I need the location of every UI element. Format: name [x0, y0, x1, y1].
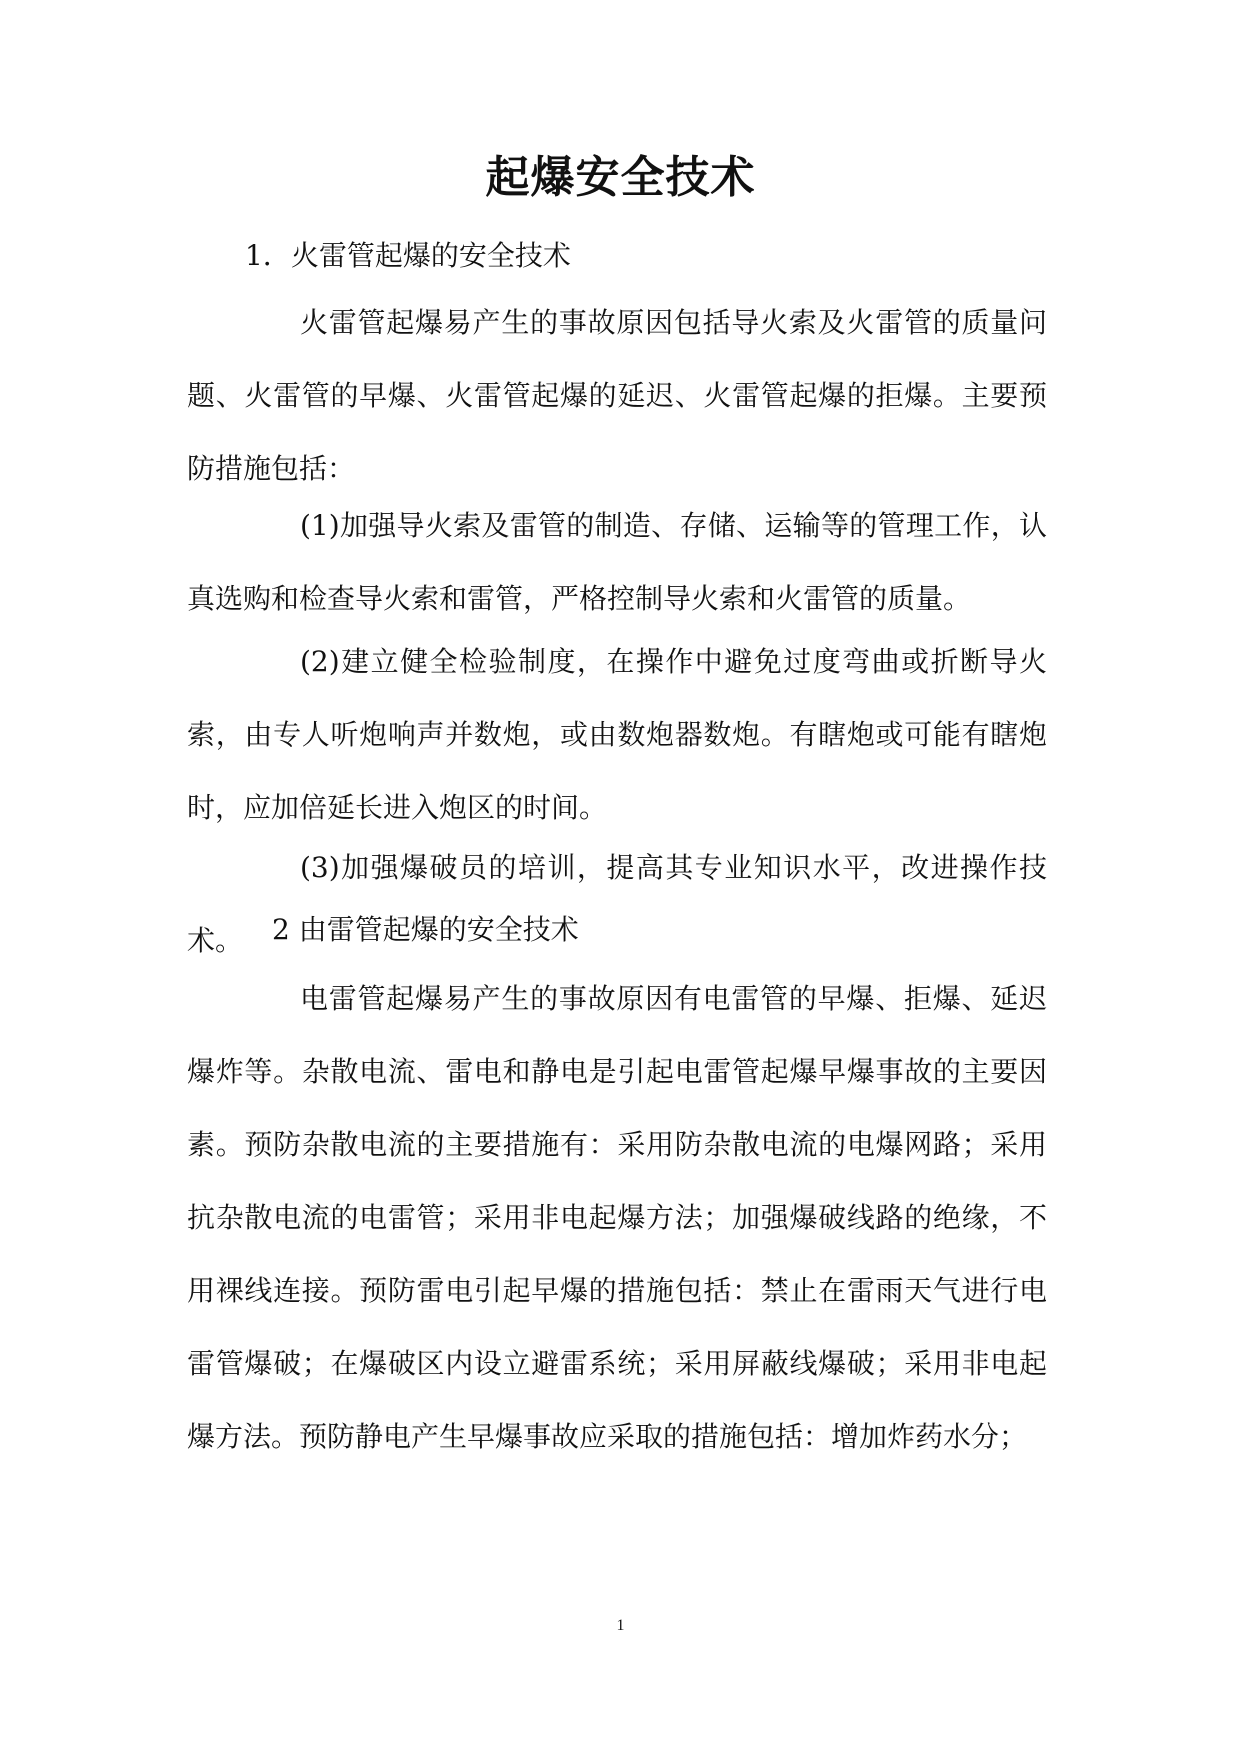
- paragraph-electric-detonator: 电雷管起爆易产生的事故原因有电雷管的早爆、拒爆、延迟爆炸等。杂散电流、雷电和静电是引起电雷管起爆早爆事故的主要因素。预防杂散电流的主要措施有：采用防杂散电流的电爆网路；采用抗杂散电流的电雷管；采用非电起爆方法；加强爆破线路的绝缘，不用裸线连接。预防雷电引起早爆的措施包括：禁止在雷雨天气进行电雷管爆破；在爆破区内设立避雷系统；采用屏蔽线爆破；采用非电起爆方法。预防静电产生早爆事故应采取的措施包括：增加炸药水分；: [187, 982, 1047, 1453]
- paragraph-measure-1: (1)加强导火索及雷管的制造、存储、运输等的管理工作，认真选购和检查导火索和雷管，严格控制导火索和火雷管的质量。: [187, 509, 1047, 615]
- section-heading-1: 1．火雷管起爆的安全技术: [245, 239, 571, 272]
- page-number: 1: [616, 1617, 625, 1634]
- paragraph-measure-2: (2)建立健全检验制度，在操作中避免过度弯曲或折断导火索，由专人听炮响声并数炮，或由数炮器数炮。有瞎炮或可能有瞎炮时，应加倍延长进入炮区的时间。: [187, 645, 1047, 824]
- paragraph-fire-detonator-causes: 火雷管起爆易产生的事故原因包括导火索及火雷管的质量问题、火雷管的早爆、火雷管起爆的延迟、火雷管起爆的拒爆。主要预防措施包括：: [187, 306, 1047, 485]
- section-heading-2: 2 由雷管起爆的安全技术: [272, 913, 579, 946]
- paragraph-measure-3: (3)加强爆破员的培训，提高其专业知识水平，改进操作技术。: [187, 851, 1047, 957]
- document-title: 起爆安全技术: [485, 152, 756, 203]
